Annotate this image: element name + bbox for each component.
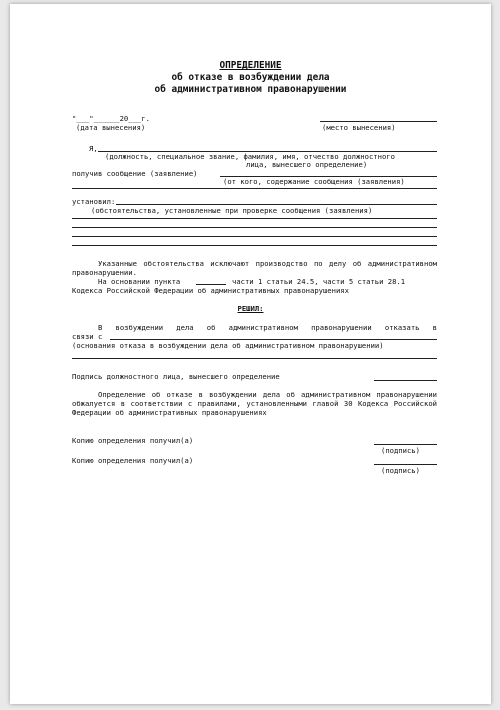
para2-end: Кодекса Российской Федерации об административных правонарушениях: [72, 286, 349, 295]
signature-official-label: Подпись должностного лица, вынесшего определение: [72, 372, 280, 381]
signature-caption-2: (подпись): [381, 466, 420, 475]
official-caption-1: (должность, специальное звание, фамилия, имя, отчество должностного: [105, 152, 395, 161]
document-subtitle-1: об отказе в возбуждении дела: [171, 72, 330, 83]
copy-received-2: Копию определения получил(а): [72, 456, 194, 465]
signature-official-line: [374, 380, 437, 381]
signature-line-1: [374, 444, 437, 445]
blank-line: [72, 358, 437, 359]
document-title: ОПРЕДЕЛЕНИЕ: [219, 60, 282, 71]
date-line: "___"______20___г.: [72, 114, 150, 123]
place-caption: (место вынесения): [322, 123, 396, 132]
blank-line: [72, 218, 437, 219]
copy-received-1: Копию определения получил(а): [72, 436, 194, 445]
para2-middle: части 1 статьи 24.5, части 5 статьи 28.1: [232, 277, 406, 286]
established-label: установил:: [72, 197, 116, 206]
document-page: [10, 4, 491, 704]
from-caption: (от кого, содержание сообщения (заявления): [223, 177, 405, 186]
established-line: [116, 204, 437, 205]
ya-label: Я,: [89, 144, 98, 153]
official-caption-2: лица, вынесшего определение): [246, 160, 368, 169]
blank-line: [72, 188, 437, 189]
reason-line: [110, 339, 437, 340]
document-subtitle-2: об административном правонарушении: [154, 84, 347, 95]
point-line: [196, 284, 226, 285]
paragraph-appeal: Определение об отказе в возбуждении дела об административном правонарушении обжалуется в соответствии с правилами, установленными главой 30 Кодекса Российской Федерации об административных правонарушениях: [72, 390, 437, 417]
signature-line-2: [374, 464, 437, 465]
para3-continuation: связи с: [72, 332, 103, 341]
blank-line: [72, 236, 437, 237]
blank-line: [72, 245, 437, 246]
paragraph-refuse: В возбуждении дела об административном правонарушении отказать в: [98, 323, 437, 332]
signature-caption-1: (подпись): [381, 446, 420, 455]
place-line: [320, 121, 437, 122]
paragraph-circumstances-exclude: Указанные обстоятельства исключают производство по делу об административном правонарушении.: [72, 259, 437, 277]
decided-heading: РЕШИЛ:: [237, 304, 264, 313]
reason-caption: (основания отказа в возбуждении дела об административном правонарушении): [72, 341, 384, 350]
date-caption: (дата вынесения): [76, 123, 146, 132]
blank-line: [72, 227, 437, 228]
para2-start: На основании пункта: [98, 277, 181, 286]
circumstances-caption: (обстоятельства, установленные при проверке сообщения (заявления): [91, 206, 373, 215]
received-label: получив сообщение (заявление): [72, 169, 198, 178]
